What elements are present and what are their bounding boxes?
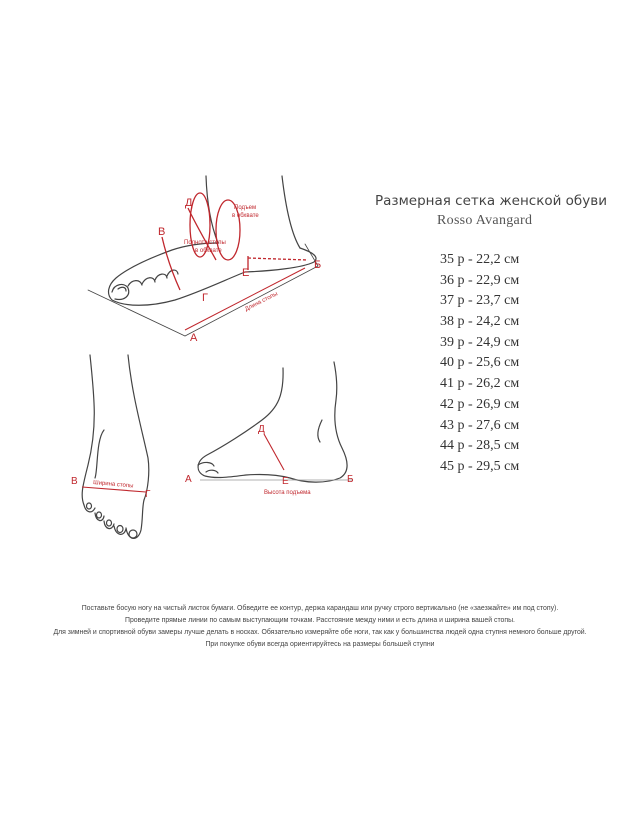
size-row: 43 р - 27,6 см (440, 417, 520, 433)
size-row: 45 р - 29,5 см (440, 458, 520, 474)
size-chart (440, 250, 519, 478)
size-row: 36 р - 22,9 см (440, 272, 520, 288)
size-row: 39 р - 24,9 см (440, 334, 520, 350)
label-a-side: А (185, 474, 192, 485)
measurement-instructions (20, 603, 620, 651)
width-label: Ширина стопы (92, 480, 134, 490)
label-v-top: В (158, 226, 166, 238)
size-row: 37 р - 23,7 см (440, 293, 520, 309)
instruction-line: Поставьте босую ногу на чистый листок бумаги. Обведите ее контур, держа карандаш или ручку строго вертикально (не «заезжайте» им под стопу). (81, 605, 559, 612)
size-row: 44 р - 28,5 см (440, 438, 520, 454)
label-d-side: Д (258, 424, 265, 435)
page-title: Размерная сетка женской обуви (375, 193, 607, 209)
label-d-top: Д (185, 197, 193, 209)
size-row: 41 р - 26,2 см (440, 376, 520, 392)
brand-name: Rosso Avangard (437, 213, 533, 228)
fullness-label-line1: Полнота стопы (184, 240, 226, 246)
instep-label-line1: Подъем (234, 205, 257, 211)
label-b-top: Б (314, 259, 322, 271)
fullness-label-line2: в обхвате (195, 248, 222, 254)
instruction-line: При покупке обуви всегда ориентируйтесь на размеры большей ступни (205, 641, 435, 648)
size-row: 38 р - 24,2 см (440, 314, 520, 330)
height-label: Высота подъема (264, 490, 311, 496)
label-b-side: Б (347, 474, 354, 485)
length-label: Длина стопы (244, 291, 279, 313)
instruction-line: Для зимней и спортивной обуви замеры лучше делать в носках. Обязательно измеряйте обе ноги, так как у большинства людей одна ступня немного больше другой. (53, 629, 587, 636)
label-a-top: А (190, 332, 198, 344)
size-row: 42 р - 26,9 см (440, 396, 520, 412)
label-e-side: Е (282, 476, 289, 487)
label-e-top: Е (242, 267, 250, 279)
size-row: 35 р - 22,2 см (440, 252, 520, 267)
instruction-line: Проведите прямые линии по самым выступающим точкам. Расстояние между ними и есть длина и ширина вашей стопы. (125, 617, 515, 624)
label-g-top: Г (202, 292, 208, 304)
label-v-front: В (71, 476, 78, 487)
label-g-front: Г (145, 489, 151, 500)
size-row: 40 р - 25,6 см (440, 355, 520, 371)
instep-label-line2: в обхвате (232, 213, 259, 219)
